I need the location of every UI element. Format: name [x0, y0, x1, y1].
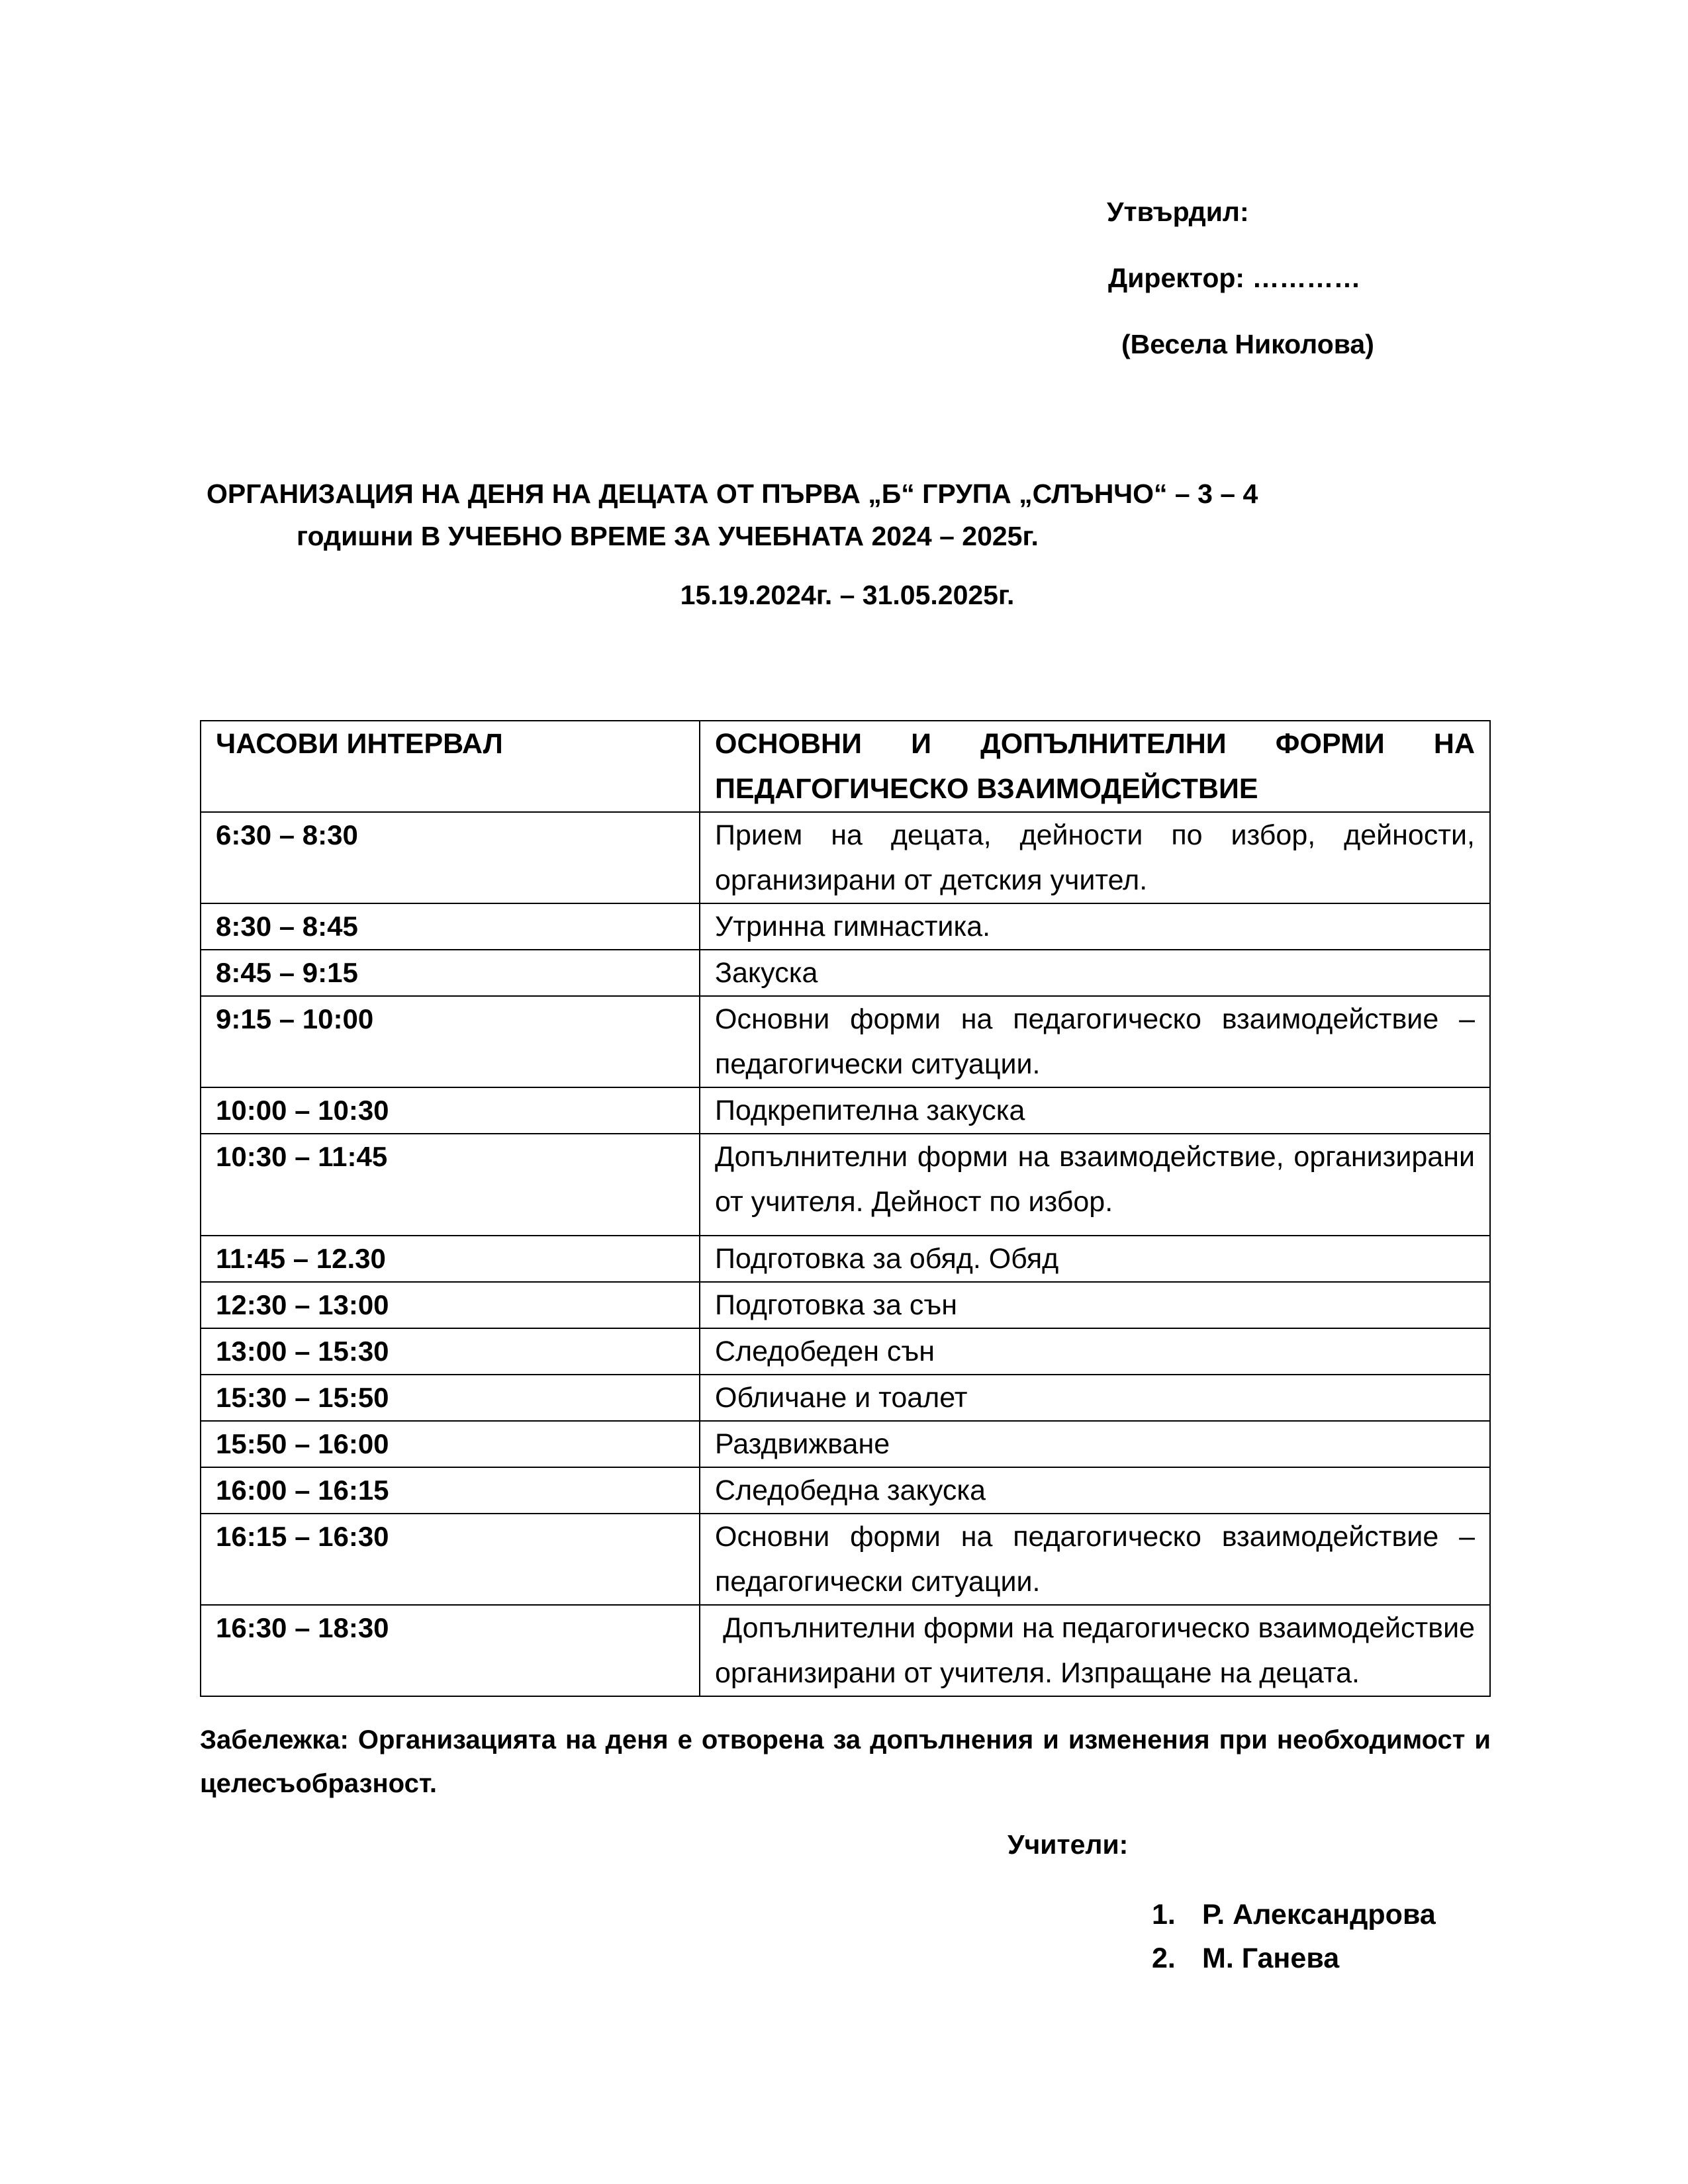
row-activity: Допълнителни форми на взаимодействие, организирани от учителя. Дейност по избор. — [700, 1134, 1490, 1236]
table-row — [201, 1328, 1490, 1375]
row-activity: Подготовка за обяд. Обяд — [700, 1236, 1490, 1282]
row-activity: Основни форми на педагогическо взаимодействие – педагогически ситуации. — [700, 1514, 1490, 1605]
director-name: (Весела Николова) — [1121, 329, 1374, 359]
schedule-table — [200, 720, 1491, 1697]
row-time: 13:00 – 15:30 — [201, 1328, 700, 1375]
table-row — [201, 812, 1490, 903]
table-row — [201, 950, 1490, 996]
table-row — [201, 1282, 1490, 1328]
row-time: 10:30 – 11:45 — [201, 1134, 700, 1236]
list-item — [1152, 1936, 1436, 1980]
row-time: 15:30 – 15:50 — [201, 1375, 700, 1421]
row-time: 16:30 – 18:30 — [201, 1605, 700, 1696]
row-activity: Основни форми на педагогическо взаимодействие – педагогически ситуации. — [700, 996, 1490, 1087]
teacher-name: М. Ганева — [1202, 1942, 1340, 1974]
table-row — [201, 1514, 1490, 1605]
table-row — [201, 1134, 1490, 1236]
row-time: 15:50 – 16:00 — [201, 1421, 700, 1467]
row-activity: Подготовка за сън — [700, 1282, 1490, 1328]
row-time: 12:30 – 13:00 — [201, 1282, 700, 1328]
header-time-interval: ЧАСОВИ ИНТЕРВАЛ — [201, 721, 700, 812]
row-time: 8:30 – 8:45 — [201, 903, 700, 950]
table-row — [201, 1467, 1490, 1514]
row-activity: Допълнителни форми на педагогическо взаимодействие организирани от учителя. Изпращане на децата. — [700, 1605, 1490, 1696]
row-activity: Следобеден сън — [700, 1328, 1490, 1375]
row-time: 9:15 – 10:00 — [201, 996, 700, 1087]
header-activity-forms: ОСНОВНИ И ДОПЪЛНИТЕЛНИ ФОРМИ НА ПЕДАГОГИЧЕСКО ВЗАИМОДЕЙСТВИЕ — [700, 721, 1490, 812]
row-time: 16:15 – 16:30 — [201, 1514, 700, 1605]
row-time: 8:45 – 9:15 — [201, 950, 700, 996]
table-row — [201, 1087, 1490, 1134]
table-row — [201, 1605, 1490, 1696]
teachers-label: Учители: — [1008, 1829, 1129, 1860]
row-time: 6:30 – 8:30 — [201, 812, 700, 903]
row-time: 11:45 – 12.30 — [201, 1236, 700, 1282]
row-activity: Утринна гимнастика. — [700, 903, 1490, 950]
document-title — [207, 473, 1258, 557]
row-activity: Закуска — [700, 950, 1490, 996]
row-activity: Следобедна закуска — [700, 1467, 1490, 1514]
table-row — [201, 1375, 1490, 1421]
table-row — [201, 1421, 1490, 1467]
row-time: 16:00 – 16:15 — [201, 1467, 700, 1514]
table-row — [201, 1236, 1490, 1282]
row-activity: Прием на децата, дейности по избор, дейности, организирани от детския учител. — [700, 812, 1490, 903]
table-header-row — [201, 721, 1490, 812]
table-row — [201, 903, 1490, 950]
title-line-1: ОРГАНИЗАЦИЯ НА ДЕНЯ НА ДЕЦАТА ОТ ПЪРВА „Б“ ГРУПА „СЛЪНЧО“ – 3 – 4 — [207, 478, 1258, 509]
row-time: 10:00 – 10:30 — [201, 1087, 700, 1134]
teacher-name: Р. Александрова — [1202, 1899, 1436, 1931]
list-number: 2. — [1152, 1942, 1176, 1974]
title-line-2: годишни В УЧЕБНО ВРЕМЕ ЗА УЧЕБНАТА 2024 – 2025г. — [297, 521, 1039, 551]
list-number: 1. — [1152, 1899, 1176, 1931]
row-activity: Раздвижване — [700, 1421, 1490, 1467]
teachers-list — [1152, 1893, 1436, 1980]
row-activity: Подкрепителна закуска — [700, 1087, 1490, 1134]
table-row — [201, 996, 1490, 1087]
list-item — [1152, 1893, 1436, 1936]
approved-label: Утвърдил: — [1107, 197, 1249, 227]
note-text: Забележка: Организацията на деня е отворена за допълнения и изменения при необходимост и целесъобразност. — [200, 1725, 1491, 1798]
row-activity: Обличане и тоалет — [700, 1375, 1490, 1421]
period-dates: 15.19.2024г. – 31.05.2025г. — [680, 580, 1015, 610]
director-signature-line: Директор: ………… — [1108, 263, 1361, 293]
